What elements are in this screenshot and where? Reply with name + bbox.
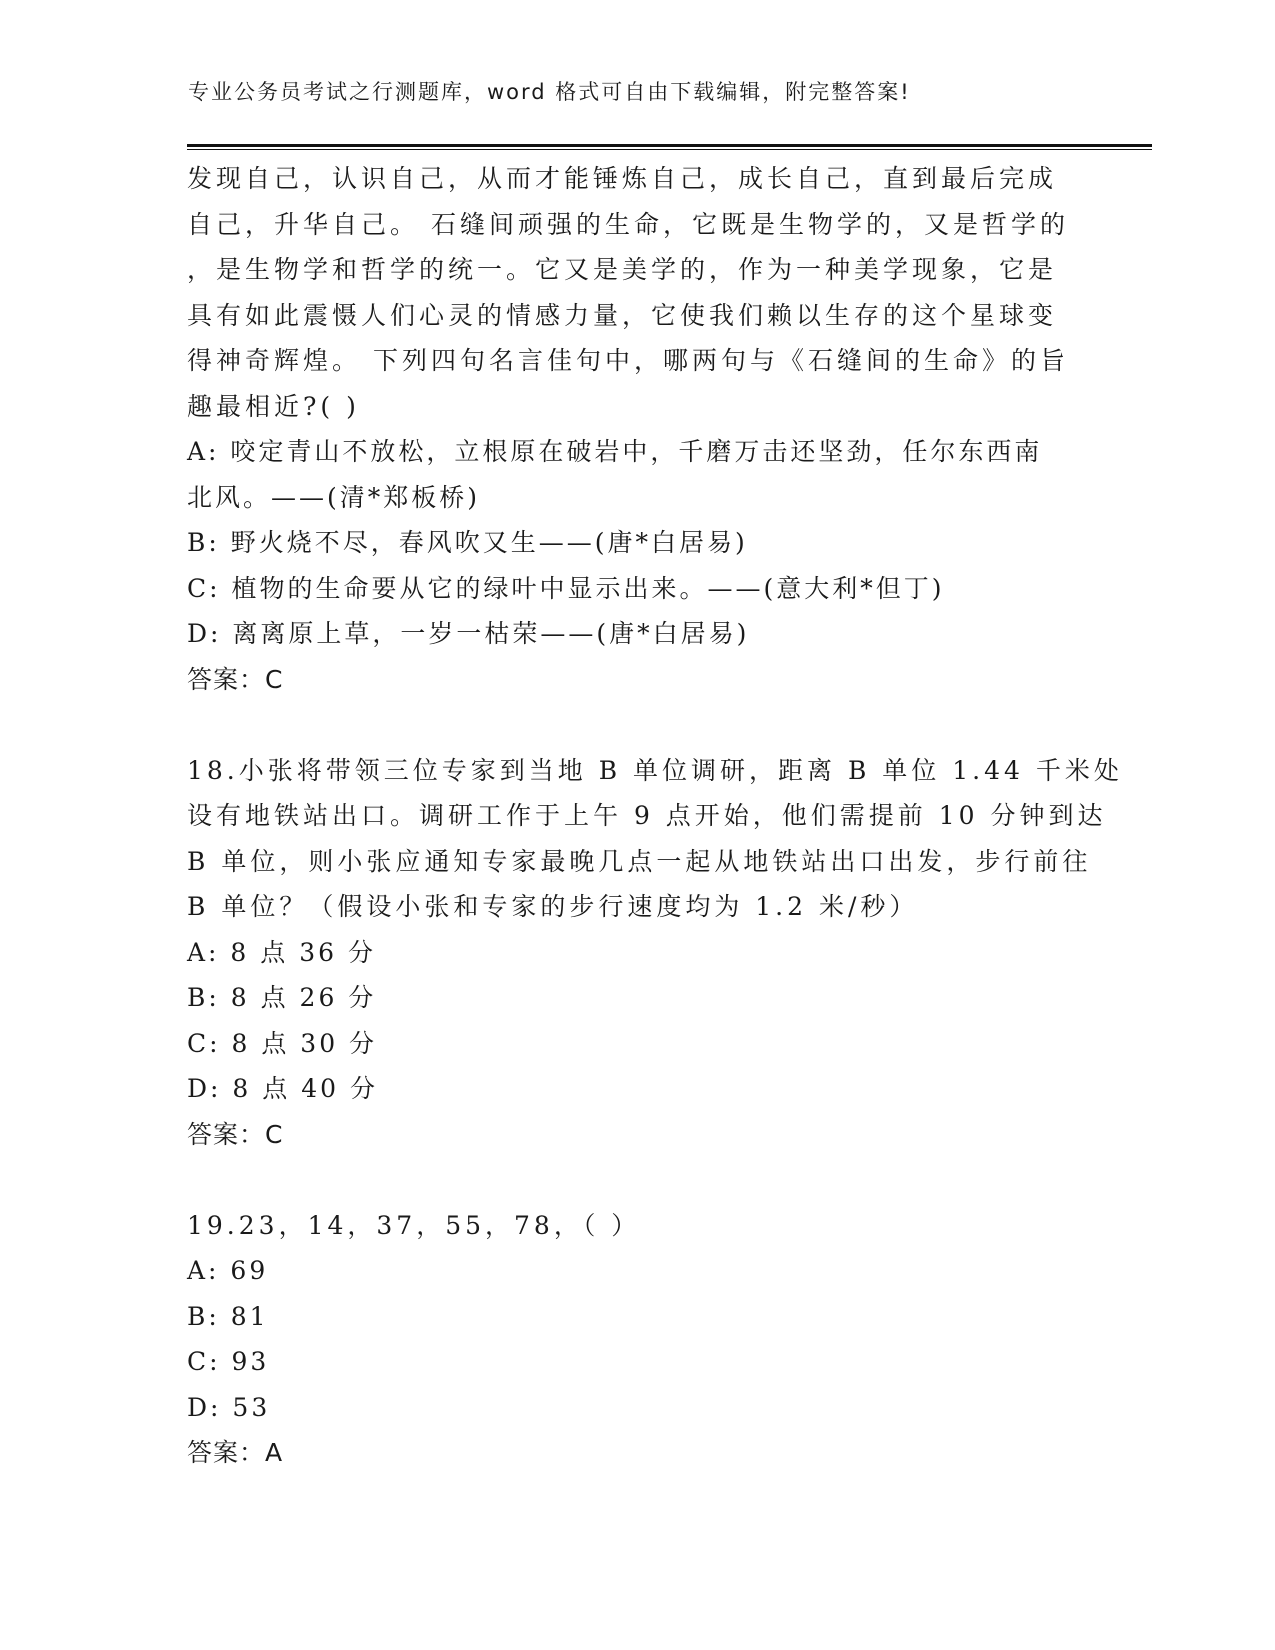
- option-d: D: 53: [187, 1392, 271, 1422]
- question-stem-line: 自己，升华自己。 石缝间顽强的生命，它既是生物学的，又是哲学的: [187, 209, 1069, 239]
- option-d: D: 8 点 40 分: [187, 1074, 378, 1103]
- option-a: A: 69: [187, 1256, 269, 1285]
- question-stem-line: B 单位？（假设小张和专家的步行速度均为 1.2 米/秒）: [187, 892, 919, 921]
- option-b: B: 81: [187, 1301, 269, 1331]
- spacer: [187, 702, 1087, 748]
- question-stem-line: 趣最相近?( ): [187, 391, 360, 421]
- option-a-continued: 北风。——(清*郑板桥): [187, 482, 481, 512]
- option-a: A: 8 点 36 分: [187, 937, 376, 967]
- question-stem-line: 发现自己，认识自己，从而才能锤炼自己，成长自己，直到最后完成: [187, 164, 1058, 193]
- answer: 答案：A: [187, 1438, 284, 1467]
- answer: 答案：C: [187, 1119, 284, 1149]
- question-stem-line: B 单位，则小张应通知专家最晚几点一起从地铁站出口出发，步行前往: [187, 846, 1092, 876]
- question-stem-line: ，是生物学和哲学的统一。它又是美学的，作为一种美学现象，它是: [187, 255, 1058, 284]
- option-a: A: 咬定青山不放松，立根原在破岩中，千磨万击还坚劲，任尔东西南: [187, 437, 1043, 466]
- question-18: [187, 748, 1123, 1158]
- answer: 答案：C: [187, 664, 284, 694]
- question-stem-line: 得神奇辉煌。 下列四句名言佳句中，哪两句与《石缝间的生命》的旨: [187, 346, 1069, 375]
- spacer: [187, 1157, 1087, 1203]
- option-d: D: 离离原上草，一岁一枯荣——(唐*白居易): [187, 619, 750, 648]
- option-b: B: 野火烧不尽，春风吹又生——(唐*白居易): [187, 528, 748, 557]
- document-body: [187, 156, 1123, 1476]
- page-header: 专业公务员考试之行测题库，word 格式可自由下载编辑，附完整答案!: [188, 80, 911, 104]
- option-c: C: 植物的生命要从它的绿叶中显示出来。——(意大利*但丁): [187, 573, 945, 603]
- question-stem-line: 具有如此震慑人们心灵的情感力量，它使我们赖以生存的这个星球变: [187, 300, 1058, 330]
- question-19: [187, 1203, 1087, 1476]
- option-c: C: 93: [187, 1347, 270, 1376]
- option-b: B: 8 点 26 分: [187, 983, 377, 1012]
- question-stem-line: 19.23，14，37，55，78，（ ）: [187, 1210, 641, 1240]
- question-stem-line: 设有地铁站出口。调研工作于上午 9 点开始，他们需提前 10 分钟到达: [187, 801, 1107, 830]
- option-c: C: 8 点 30 分: [187, 1028, 378, 1058]
- question-stem-line: 18.小张将带领三位专家到当地 B 单位调研，距离 B 单位 1.44 千米处: [187, 755, 1123, 785]
- question-17: [187, 156, 1087, 702]
- header-rule-thin: [187, 149, 1152, 150]
- header-rule-thick: [187, 144, 1152, 147]
